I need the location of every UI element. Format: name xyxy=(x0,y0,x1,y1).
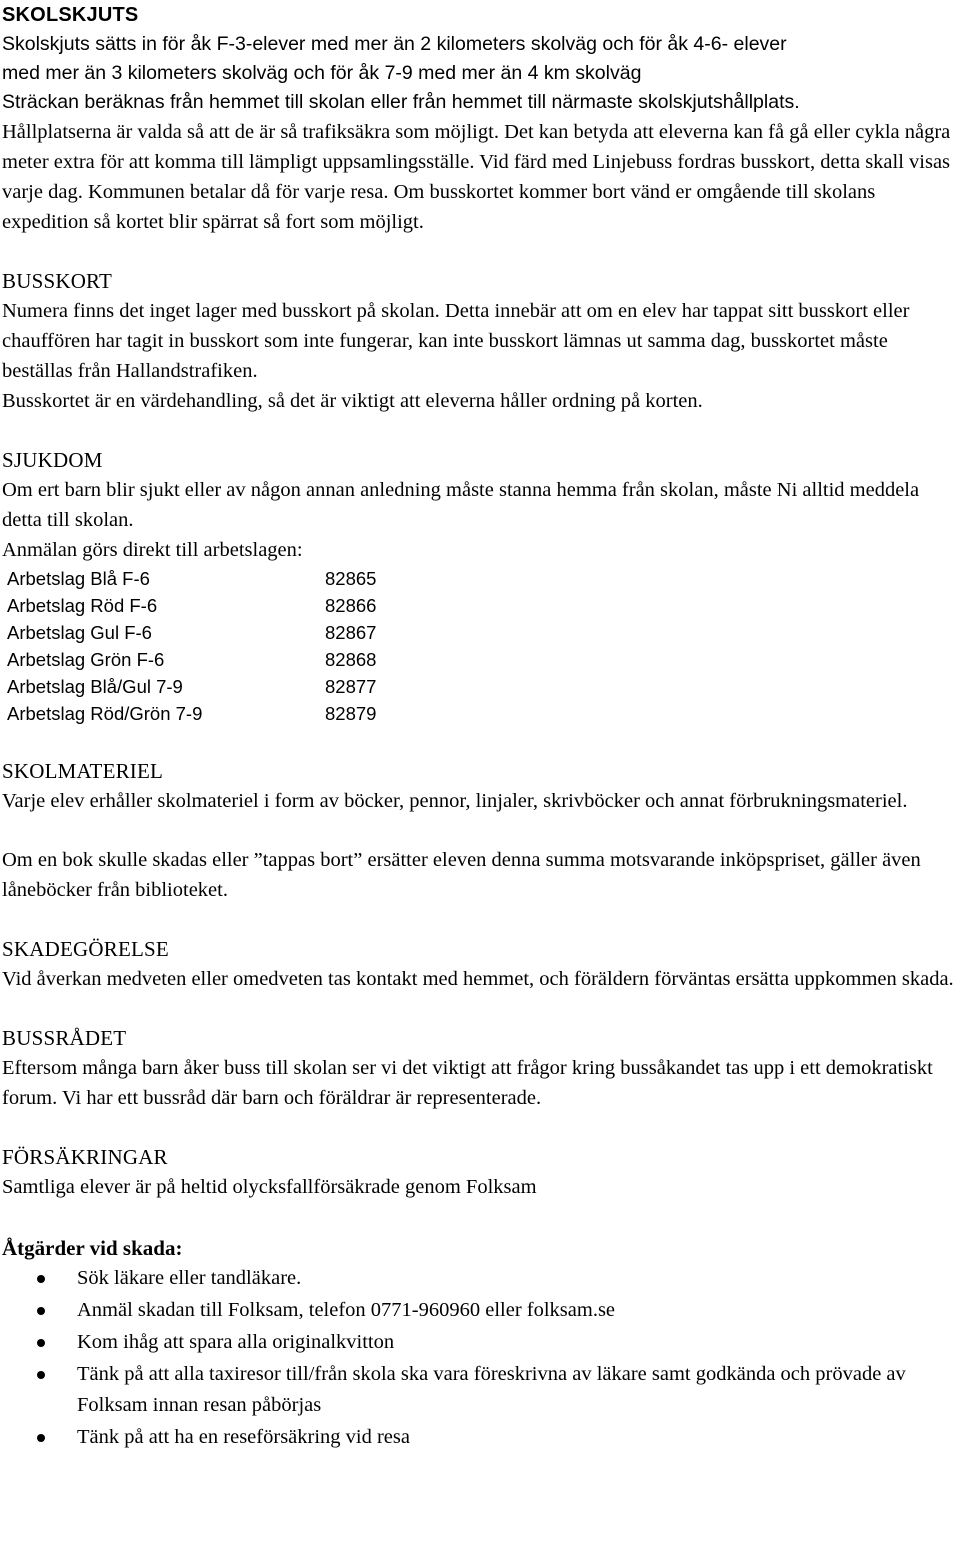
section-sjukdom xyxy=(2,445,960,727)
spacer xyxy=(2,1113,960,1142)
contact-row xyxy=(7,646,960,673)
contact-number: 82877 xyxy=(325,676,377,697)
skolmateriel-body: Varje elev erhåller skolmateriel i form av böcker, pennor, linjaler, skrivböcker och annat förbrukningsmateriel. xyxy=(2,790,908,812)
bullet-icon xyxy=(37,1371,45,1379)
section-title-atgarder: Åtgärder vid skada: xyxy=(2,1236,183,1260)
bullet-icon xyxy=(37,1307,45,1315)
contact-row xyxy=(7,700,960,727)
skolskjuts-line-3: Sträckan beräknas från hemmet till skolan eller från hemmet till närmaste skolskjutshållplats. xyxy=(2,91,800,113)
contact-row xyxy=(7,592,960,619)
busskort-body-2: Busskortet är en värdehandling, så det är viktigt att eleverna håller ordning på korten. xyxy=(2,390,703,412)
contact-number: 82865 xyxy=(325,568,377,589)
bullet-icon xyxy=(37,1339,45,1347)
list-item xyxy=(2,1422,960,1453)
spacer xyxy=(2,905,960,934)
list-item-text: Anmäl skadan till Folksam, telefon 0771-960960 eller folksam.se xyxy=(77,1299,616,1321)
section-title-skadegorelse: SKADEGÖRELSE xyxy=(2,937,169,961)
spacer xyxy=(2,416,960,445)
list-item xyxy=(2,1359,960,1421)
skadegorelse-body: Vid åverkan medveten eller omedveten tas kontakt med hemmet, och föräldern förväntas ersätta uppkommen skada. xyxy=(2,968,954,990)
contact-row xyxy=(7,673,960,700)
section-title-sjukdom: SJUKDOM xyxy=(2,448,103,472)
spacer xyxy=(2,1202,960,1233)
sjukdom-intro: Anmälan görs direkt till arbetslagen: xyxy=(2,539,303,561)
section-title-skolmateriel: SKOLMATERIEL xyxy=(2,759,164,783)
contact-row xyxy=(7,565,960,592)
spacer xyxy=(2,994,960,1023)
section-forsakringar xyxy=(2,1142,960,1202)
skolmateriel-body-2: Om en bok skulle skadas eller ”tappas bort” ersätter eleven denna summa motsvarande inköpspriset, gäller även låneböcker från biblioteket. xyxy=(2,849,921,901)
section-skolmateriel xyxy=(2,756,960,905)
contact-name: Arbetslag Blå F-6 xyxy=(7,568,150,589)
bussradet-body: Eftersom många barn åker buss till skolan ser vi det viktigt att frågor kring bussåkandet tas upp i ett demokratiskt forum. Vi har ett bussråd där barn och föräldrar är representerade. xyxy=(2,1057,933,1109)
list-item xyxy=(2,1327,960,1358)
contacts-table xyxy=(2,565,960,727)
atgarder-list xyxy=(2,1263,960,1453)
bullet-icon xyxy=(37,1434,45,1442)
contact-number: 82879 xyxy=(325,703,377,724)
spacer xyxy=(2,727,960,756)
list-item-text: Tänk på att ha en reseförsäkring vid resa xyxy=(77,1426,410,1448)
contact-row xyxy=(7,619,960,646)
contact-name: Arbetslag Röd/Grön 7-9 xyxy=(7,703,203,724)
contact-name: Arbetslag Gul F-6 xyxy=(7,622,152,643)
section-atgarder xyxy=(2,1233,960,1453)
contact-name: Arbetslag Grön F-6 xyxy=(7,649,165,670)
section-bussradet xyxy=(2,1023,960,1113)
contact-number: 82868 xyxy=(325,649,377,670)
list-item-text: Sök läkare eller tandläkare. xyxy=(77,1267,302,1289)
contact-name: Arbetslag Röd F-6 xyxy=(7,595,158,616)
section-skolskjuts xyxy=(2,0,960,237)
contact-name: Arbetslag Blå/Gul 7-9 xyxy=(7,676,183,697)
contact-number: 82866 xyxy=(325,595,377,616)
section-busskort xyxy=(2,266,960,416)
skolskjuts-line-1: Skolskjuts sätts in för åk F-3-elever med mer än 2 kilometers skolväg och för åk 4-6- elever xyxy=(2,33,787,55)
section-title-forsakringar: FÖRSÄKRINGAR xyxy=(2,1145,168,1169)
contact-number: 82867 xyxy=(325,622,377,643)
forsakringar-body: Samtliga elever är på heltid olycksfallförsäkrade genom Folksam xyxy=(2,1176,537,1198)
list-item-text: Kom ihåg att spara alla originalkvitton xyxy=(77,1331,395,1353)
section-title-bussradet: BUSSRÅDET xyxy=(2,1026,127,1050)
busskort-body: Numera finns det inget lager med busskort på skolan. Detta innebär att om en elev har tappat sitt busskort eller chauffören har tagit in busskort som inte fungerar, kan inte busskort lämnas ut samma dag, busskortet måste beställas från Hallandstrafiken. xyxy=(2,300,910,382)
skolskjuts-line-2: med mer än 3 kilometers skolväg och för åk 7-9 med mer än 4 km skolväg xyxy=(2,62,642,84)
spacer xyxy=(2,816,960,845)
section-skadegorelse xyxy=(2,934,960,994)
skolskjuts-body: Hållplatserna är valda så att de är så trafiksäkra som möjligt. Det kan betyda att eleverna kan få gå eller cykla några meter extra för att komma till lämpligt uppsamlingsställe. Vid färd med Linjebuss fordras busskort, detta skall visas varje dag. Kommunen betalar då för varje resa. Om busskortet kommer bort vänd er omgående till skolans expedition så kortet blir spärrat så fort som möjligt. xyxy=(2,121,951,233)
bullet-icon xyxy=(37,1275,45,1283)
list-item xyxy=(2,1263,960,1294)
section-title-skolskjuts: SKOLSKJUTS xyxy=(2,4,139,26)
list-item xyxy=(2,1295,960,1326)
section-title-busskort: BUSSKORT xyxy=(2,269,113,293)
list-item-text: Tänk på att alla taxiresor till/från skola ska vara föreskrivna av läkare samt godkända och prövade av Folksam innan resan påbörjas xyxy=(77,1363,906,1416)
sjukdom-body: Om ert barn blir sjukt eller av någon annan anledning måste stanna hemma från skolan, måste Ni alltid meddela detta till skolan. xyxy=(2,479,920,531)
spacer xyxy=(2,237,960,266)
